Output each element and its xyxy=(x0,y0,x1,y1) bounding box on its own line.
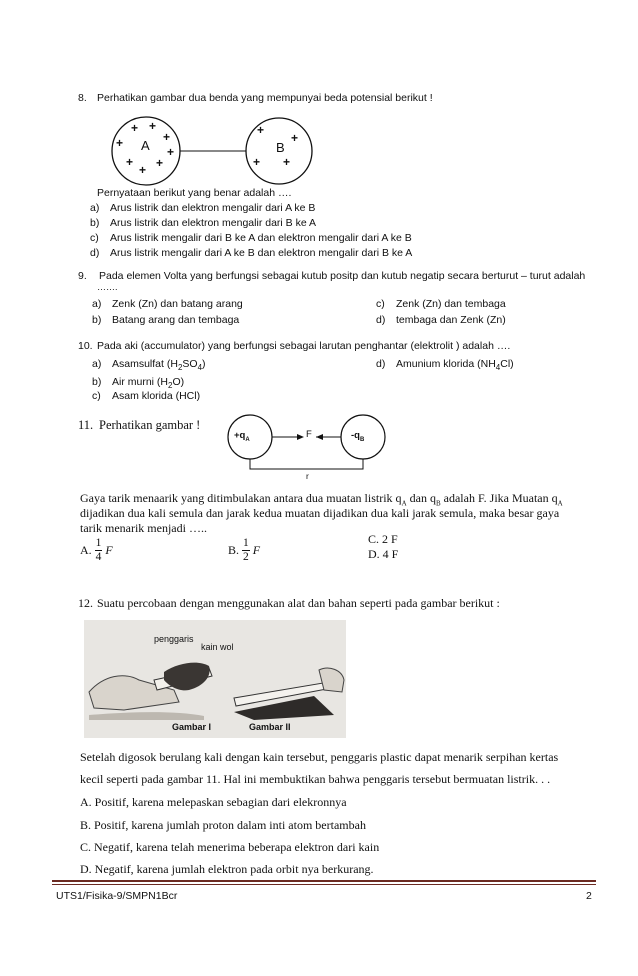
q11-number: 11. xyxy=(78,418,94,432)
fraction: $\frac{1}{4}$ xyxy=(95,537,102,563)
q10-option-a: a) Asamsulfat $(H_2SO_4)$ xyxy=(92,358,206,373)
q9-option-d: d) tembaga dan Zenk (Zn) xyxy=(376,314,506,326)
q11-text-line1: Gaya tarik menaarik yang ditimbulakan antara dua muatan listrik $q_A$ dan $q_B$ adalah F. Jika Muatan $q_A$ xyxy=(80,491,563,508)
label-b: B xyxy=(276,140,285,155)
q12-figure-photo xyxy=(84,620,346,738)
q9-option-c: c) Zenk (Zn) dan tembaga xyxy=(376,298,506,310)
distance-line xyxy=(250,459,363,469)
q10-option-d: d) Amunium klorida $(NH_4Cl)$ xyxy=(376,358,514,373)
charge-a-label: $+q_A$ xyxy=(234,430,250,443)
charge-b-label: $-q_B$ xyxy=(351,430,365,443)
plus-sign: + xyxy=(163,130,171,144)
q11-option-d: D. 4 F xyxy=(368,547,399,561)
q12-number: 12. xyxy=(78,596,93,610)
q11-option-a: A. $\frac{1}{4}$ F xyxy=(80,537,113,563)
page-number: 2 xyxy=(586,890,592,902)
plus-sign: + xyxy=(139,163,147,177)
force-label: F xyxy=(306,429,312,440)
figure-label-ruler: penggaris xyxy=(154,634,194,644)
q8-option-c: c) Arus listrik mengalir dari B ke A dan elektron mengalir dari A ke B xyxy=(90,232,412,244)
q12-option-b: B. Positif, karena jumlah proton dalam inti atom bertambah xyxy=(80,818,366,832)
plus-sign: + xyxy=(283,155,291,169)
plus-sign: + xyxy=(291,131,299,145)
q9-option-a: a) Zenk (Zn) dan batang arang xyxy=(92,298,243,310)
figure-label-cloth: kain wol xyxy=(201,642,234,652)
q12-prompt: Suatu percobaan dengan menggunakan alat dan bahan seperti pada gambar berikut : xyxy=(97,596,500,610)
plus-sign: + xyxy=(253,155,261,169)
plus-sign: + xyxy=(116,136,124,150)
q12-option-d: D. Negatif, karena jumlah elektron pada orbit nya berkurang. xyxy=(80,862,374,876)
plus-sign: + xyxy=(156,156,164,170)
q8-number: 8. xyxy=(78,92,87,104)
figure-caption-2: Gambar II xyxy=(249,722,291,732)
q9-prompt-line2: ……. xyxy=(97,282,118,292)
q8-option-a: a) Arus listrik dan elektron mengalir dari A ke B xyxy=(90,202,316,214)
q11-coulomb-diagram xyxy=(220,412,390,482)
q10-option-c: c) Asam klorida (HCl) xyxy=(92,390,201,402)
footer-rule xyxy=(52,884,596,885)
q8-option-b: b) Arus listrik dan elektron mengalir dari B ke A xyxy=(90,217,317,229)
label-a: A xyxy=(141,138,150,153)
q9-prompt-line1: Pada elemen Volta yang berfungsi sebagai kutub positp dan kutub negatip secara berturut – turut adalah xyxy=(99,270,586,282)
q11-prompt: Perhatikan gambar ! xyxy=(99,418,201,432)
force-arrowhead xyxy=(297,434,304,440)
plus-sign: + xyxy=(149,119,157,133)
q8-option-d: d) Arus listrik mengalir dari A ke B dan elektron mengalir dari B ke A xyxy=(90,247,413,259)
plus-sign: + xyxy=(126,155,134,169)
force-arrowhead xyxy=(316,434,323,440)
distance-label: r xyxy=(306,471,309,481)
q12-text-line2: kecil seperti pada gambar 11. Hal ini membuktikan bahwa penggaris tersebut bermuatan listrik. . . xyxy=(80,772,551,786)
footer-code: UTS1/Fisika-9/SMPN1Bcr xyxy=(56,890,178,902)
q8-charge-diagram xyxy=(110,115,325,190)
q11-text-line3: tarik menarik menjadi ….. xyxy=(80,521,207,535)
fraction: $\frac{1}{2}$ xyxy=(243,537,249,563)
q9-number: 9. xyxy=(78,270,87,282)
q9-option-b: b) Batang arang dan tembaga xyxy=(92,314,240,326)
q10-option-b: b) Air murni $(H_2O)$ xyxy=(92,376,185,391)
plus-sign: + xyxy=(257,123,265,137)
q12-text-line1: Setelah digosok berulang kali dengan kain tersebut, penggaris plastic dapat menarik serpihan kertas xyxy=(80,750,559,764)
plus-sign: + xyxy=(167,145,175,159)
q8-statement: Pernyataan berikut yang benar adalah …. xyxy=(97,187,292,199)
q12-option-a: A. Positif, karena melepaskan sebagian dari elekronnya xyxy=(80,795,347,809)
footer-rule xyxy=(52,880,596,882)
table-shape xyxy=(89,712,204,720)
q10-number: 10. xyxy=(78,340,93,352)
q11-option-c: C. 2 F xyxy=(368,532,398,546)
figure-caption-1: Gambar I xyxy=(172,722,212,732)
q11-text-line2: dijadikan dua kali semula dan jarak kedua muatan dijadikan dua kali jarak semula, maka besar gaya xyxy=(80,506,560,520)
plus-sign: + xyxy=(131,121,139,135)
q8-prompt: Perhatikan gambar dua benda yang mempunyai beda potensial berikut ! xyxy=(97,92,433,104)
q12-option-c: C. Negatif, karena telah menerima beberapa elektron dari kain xyxy=(80,840,380,854)
q11-option-b: B. $\frac{1}{2}$ F xyxy=(228,537,261,563)
q10-prompt: Pada aki (accumulator) yang berfungsi sebagai larutan penghantar (elektrolit ) adalah …. xyxy=(97,340,511,352)
q8-options xyxy=(90,202,412,262)
